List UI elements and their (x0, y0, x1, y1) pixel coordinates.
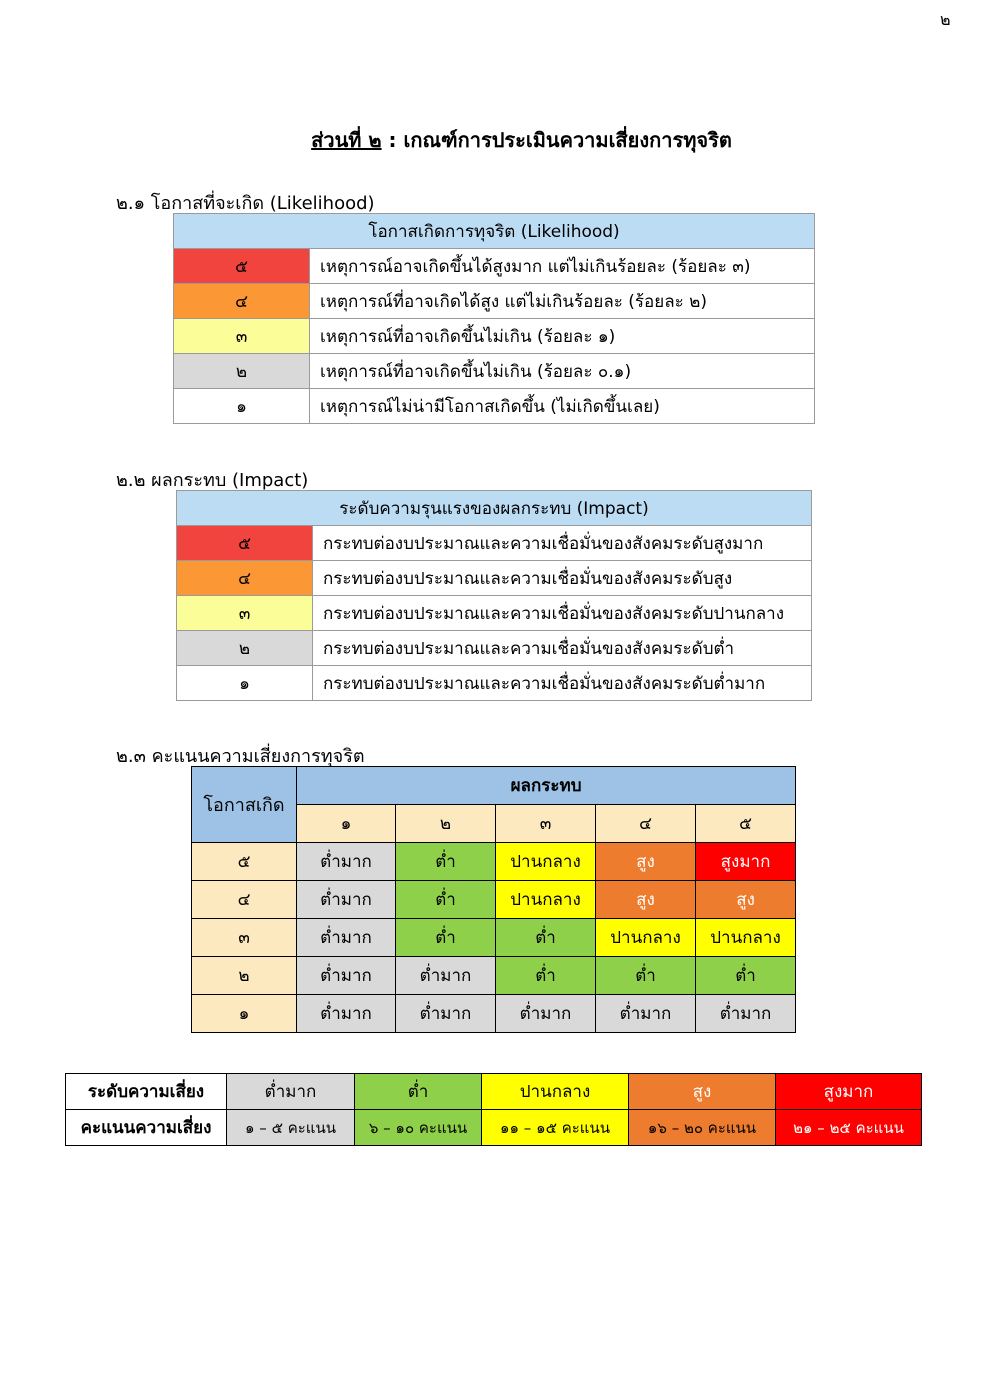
title-part: ส่วนที่ ๒ (311, 128, 382, 152)
matrix-cell: สูงมาก (696, 843, 796, 881)
impact-level-header: ๕ (696, 805, 796, 843)
table-row (177, 666, 812, 701)
likelihood-level: ๕ (192, 843, 297, 881)
likelihood-level: ๓ (192, 919, 297, 957)
likelihood-table-header: โอกาสเกิดการทุจริต (Likelihood) (174, 214, 815, 249)
matrix-likelihood-label: โอกาสเกิด (192, 767, 297, 843)
page-number: ๒ (940, 10, 951, 29)
impact-level-header: ๒ (396, 805, 496, 843)
legend-level-label: ระดับความเสี่ยง (66, 1074, 227, 1110)
matrix-cell: ต่ำมาก (297, 881, 396, 919)
matrix-cell: ต่ำมาก (297, 995, 396, 1033)
matrix-cell: ต่ำมาก (297, 957, 396, 995)
likelihood-level: ๕ (174, 249, 310, 284)
likelihood-level: ๔ (174, 284, 310, 319)
matrix-cell: ปานกลาง (496, 843, 596, 881)
matrix-cell: ต่ำมาก (696, 995, 796, 1033)
legend-score: ๖ – ๑๐ คะแนน (355, 1110, 482, 1146)
matrix-row (192, 843, 796, 881)
impact-desc: กระทบต่องบประมาณและความเชื่อมั่นของสังคมระดับสูงมาก (313, 526, 812, 561)
impact-heading: ๒.๒ ผลกระทบ (Impact) (116, 470, 309, 491)
matrix-cell: ต่ำ (496, 957, 596, 995)
matrix-cell: ต่ำมาก (297, 919, 396, 957)
legend-level: ปานกลาง (482, 1074, 629, 1110)
likelihood-level: ๔ (192, 881, 297, 919)
matrix-cell: ต่ำ (396, 881, 496, 919)
impact-level-header: ๔ (596, 805, 696, 843)
impact-level: ๑ (177, 666, 313, 701)
impact-level-header: ๓ (496, 805, 596, 843)
likelihood-desc: เหตุการณ์ที่อาจเกิดขึ้นไม่เกิน (ร้อยละ ๐.๑) (310, 354, 815, 389)
impact-level: ๓ (177, 596, 313, 631)
table-row (177, 561, 812, 596)
table-row (174, 389, 815, 424)
legend-score: ๒๑ – ๒๕ คะแนน (776, 1110, 922, 1146)
matrix-cell: ต่ำ (496, 919, 596, 957)
table-row (174, 319, 815, 354)
legend-score: ๑ – ๕ คะแนน (227, 1110, 355, 1146)
matrix-row (192, 995, 796, 1033)
likelihood-heading: ๒.๑ โอกาสที่จะเกิด (Likelihood) (116, 193, 375, 214)
matrix-cell: ปานกลาง (696, 919, 796, 957)
table-row (174, 354, 815, 389)
matrix-row (192, 881, 796, 919)
matrix-cell: ต่ำมาก (396, 957, 496, 995)
legend-score: ๑๑ – ๑๕ คะแนน (482, 1110, 629, 1146)
likelihood-desc: เหตุการณ์ไม่น่ามีโอกาสเกิดขึ้น (ไม่เกิดขึ้นเลย) (310, 389, 815, 424)
impact-level: ๒ (177, 631, 313, 666)
legend-level: สูงมาก (776, 1074, 922, 1110)
impact-level-header: ๑ (297, 805, 396, 843)
likelihood-desc: เหตุการณ์ที่อาจเกิดขึ้นไม่เกิน (ร้อยละ ๑) (310, 319, 815, 354)
likelihood-desc: เหตุการณ์ที่อาจเกิดได้สูง แต่ไม่เกินร้อยละ (ร้อยละ ๒) (310, 284, 815, 319)
impact-level: ๔ (177, 561, 313, 596)
matrix-row (192, 957, 796, 995)
title-rest: : เกณฑ์การประเมินความเสี่ยงการทุจริต (381, 128, 732, 152)
impact-level: ๕ (177, 526, 313, 561)
legend-level: ต่ำ (355, 1074, 482, 1110)
matrix-cell: ปานกลาง (596, 919, 696, 957)
matrix-cell: สูง (596, 881, 696, 919)
matrix-cell: ต่ำมาก (596, 995, 696, 1033)
matrix-cell: ต่ำ (396, 843, 496, 881)
page-title (0, 124, 986, 156)
table-row (174, 284, 815, 319)
likelihood-table (173, 213, 815, 424)
impact-desc: กระทบต่องบประมาณและความเชื่อมั่นของสังคมระดับปานกลาง (313, 596, 812, 631)
table-row (177, 596, 812, 631)
impact-desc: กระทบต่องบประมาณและความเชื่อมั่นของสังคมระดับต่ำ (313, 631, 812, 666)
risk-matrix (191, 766, 796, 1033)
legend-level: สูง (629, 1074, 776, 1110)
matrix-cell: สูง (596, 843, 696, 881)
likelihood-desc: เหตุการณ์อาจเกิดขึ้นได้สูงมาก แต่ไม่เกินร้อยละ (ร้อยละ ๓) (310, 249, 815, 284)
impact-desc: กระทบต่องบประมาณและความเชื่อมั่นของสังคมระดับสูง (313, 561, 812, 596)
impact-table (176, 490, 812, 701)
matrix-cell: ต่ำมาก (297, 843, 396, 881)
legend-score: ๑๖ – ๒๐ คะแนน (629, 1110, 776, 1146)
likelihood-level: ๒ (192, 957, 297, 995)
likelihood-level: ๑ (174, 389, 310, 424)
matrix-cell: ต่ำ (596, 957, 696, 995)
matrix-cell: ต่ำ (696, 957, 796, 995)
table-row (177, 631, 812, 666)
matrix-cell: ต่ำ (396, 919, 496, 957)
matrix-heading: ๒.๓ คะแนนความเสี่ยงการทุจริต (116, 746, 365, 767)
legend-level: ต่ำมาก (227, 1074, 355, 1110)
matrix-row (192, 919, 796, 957)
matrix-cell: ปานกลาง (496, 881, 596, 919)
matrix-cell: สูง (696, 881, 796, 919)
likelihood-level: ๓ (174, 319, 310, 354)
likelihood-level: ๒ (174, 354, 310, 389)
impact-desc: กระทบต่องบประมาณและความเชื่อมั่นของสังคมระดับต่ำมาก (313, 666, 812, 701)
matrix-cell: ต่ำมาก (496, 995, 596, 1033)
table-row (174, 249, 815, 284)
risk-legend (65, 1073, 922, 1146)
likelihood-level: ๑ (192, 995, 297, 1033)
table-row (177, 526, 812, 561)
matrix-cell: ต่ำมาก (396, 995, 496, 1033)
legend-score-label: คะแนนความเสี่ยง (66, 1110, 227, 1146)
impact-table-header: ระดับความรุนแรงของผลกระทบ (Impact) (177, 491, 812, 526)
matrix-impact-label: ผลกระทบ (297, 767, 796, 805)
